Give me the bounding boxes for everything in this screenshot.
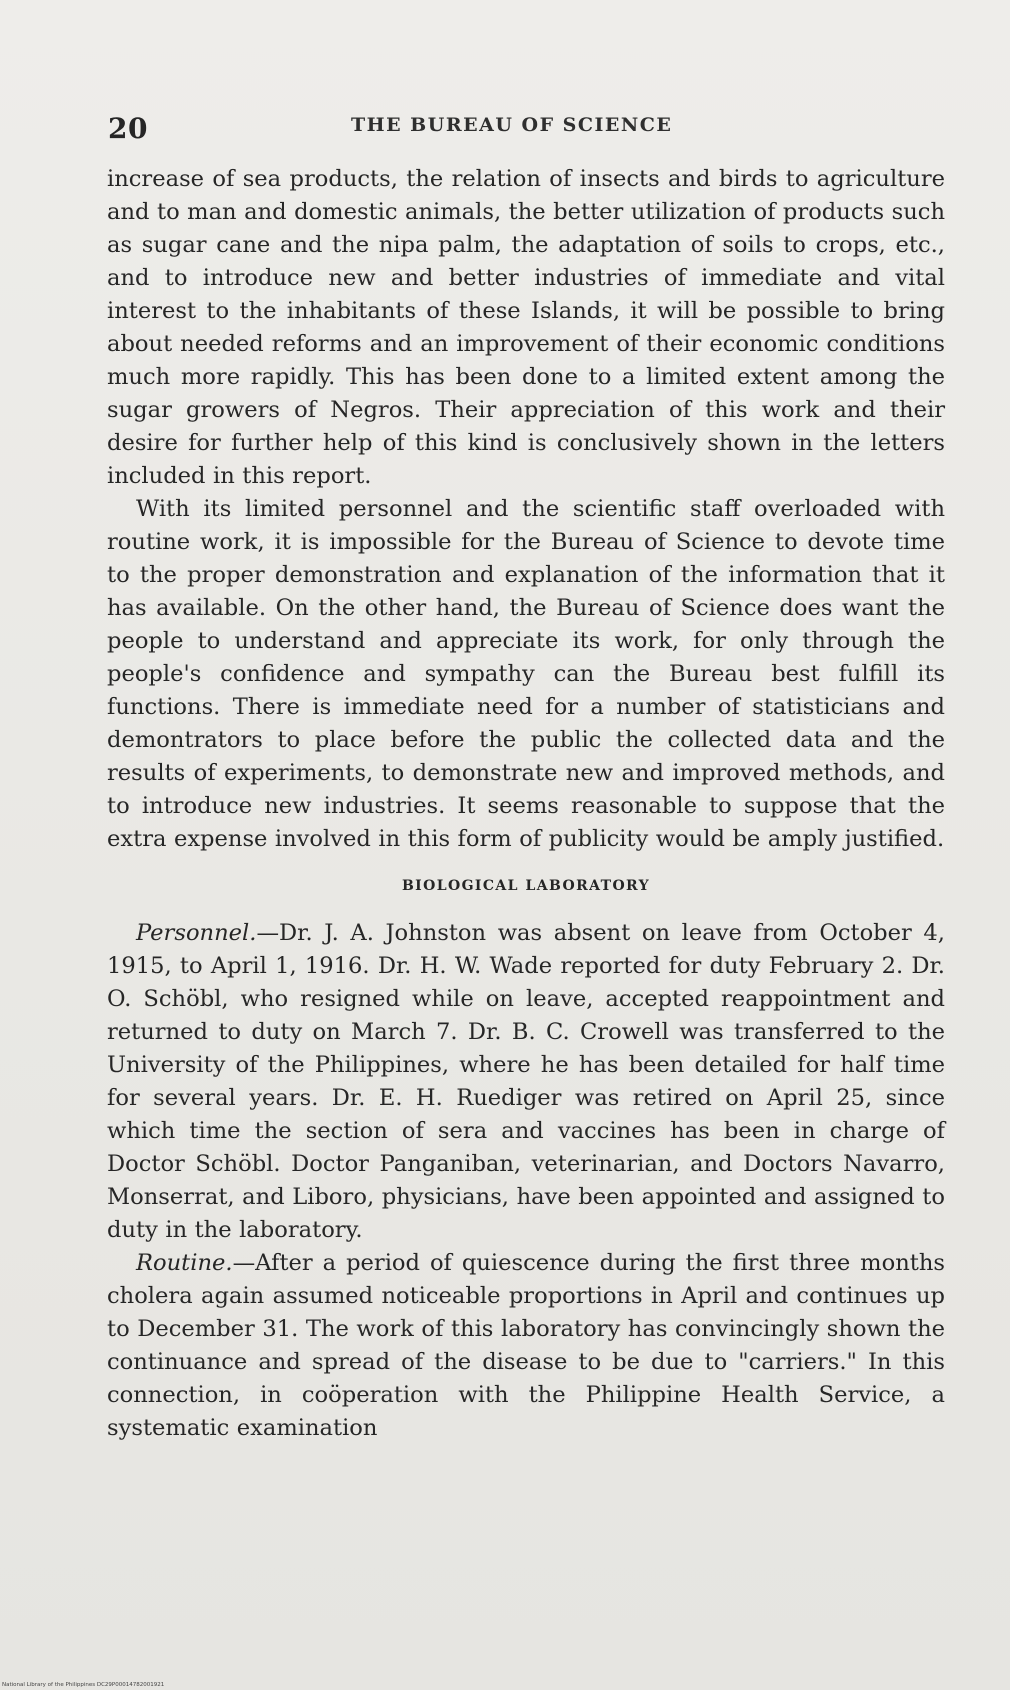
- paragraph-routine: [107, 1247, 945, 1445]
- personnel-run-in-heading: Personnel.: [136, 920, 257, 946]
- section-heading: BIOLOGICAL LABORATORY: [401, 878, 651, 894]
- page-number: 20: [108, 112, 148, 145]
- paragraph-personnel-limits: With its limited personnel and the scientific staff overloaded with routine work, it is impossible for the Bureau of Science to devote time to the proper demonstration and explanation of the information that it has available. On the other hand, the Bureau of Science does want the people to understand and appreciate its work, for only through the people's confidence and sympathy can the Bureau best fulfill its functions. There is immediate need for a number of statisticians and demontrators to place before the public the collected data and the results of experiments, to demonstrate new and improved methods, and to introduce new industries. It seems reasonable to suppose that the extra expense involved in this form of publicity would be amply justified.: [107, 496, 945, 852]
- page-header: [108, 112, 948, 152]
- paragraph-personnel: [107, 917, 945, 1247]
- running-head: THE BUREAU OF SCIENCE: [351, 114, 673, 136]
- paragraph-continuation: increase of sea products, the relation of insects and birds to agriculture and to man and domestic animals, the better utilization of products such as sugar cane and the nipa palm, the adaptation of soils to crops, etc., and to introduce new and better industries of immediate and vital interest to the inhabitants of these Islands, it will be possible to bring about needed reforms and an improvement of their economic conditions much more rapidly. This has been done to a limited extent among the sugar growers of Negros. Their appreciation of this work and their desire for further help of this kind is conclusively shown in the letters included in this report.: [107, 166, 945, 489]
- routine-text: —After a period of quiescence during the first three months cholera again assumed noticeable proportions in April and continues up to December 31. The work of this laboratory has convincingly shown the continuance and spread of the disease to be due to "carriers." In this connection, in coöperation with the Philippine Health Service, a systematic examination: [107, 1250, 945, 1441]
- scan-footer: [0, 1680, 1010, 1690]
- personnel-text: —Dr. J. A. Johnston was absent on leave from October 4, 1915, to April 1, 1916. Dr. H. W. Wade reported for duty February 2. Dr. O. Schöbl, who resigned while on leave, accepted reappointment and returned to duty on March 7. Dr. B. C. Crowell was transferred to the University of the Philippines, where he has been detailed for half time for several years. Dr. E. H. Ruediger was retired on April 25, since which time the section of sera and vaccines has been in charge of Doctor Schöbl. Doctor Panganiban, veterinarian, and Doctors Navarro, Monserrat, and Liboro, physicians, have been appointed and assigned to duty in the laboratory.: [107, 920, 945, 1243]
- scan-footer-text: National Library of the Philippines DC29P00014782001921: [2, 1682, 165, 1688]
- body-text: [107, 163, 945, 1445]
- routine-run-in-heading: Routine.: [136, 1250, 233, 1276]
